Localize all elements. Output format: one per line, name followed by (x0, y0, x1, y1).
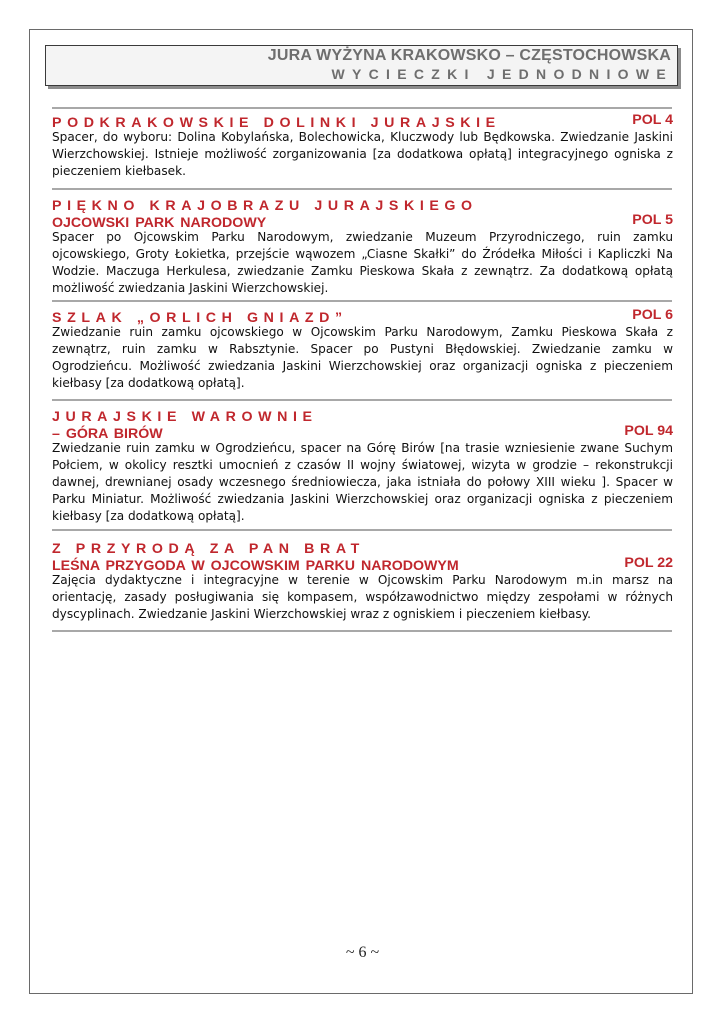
trip-code: POL 5 (632, 212, 673, 228)
trip-subtitle: – GÓRA BIRÓW (52, 426, 163, 442)
divider (52, 630, 672, 632)
trip-description: Spacer, do wyboru: Dolina Kobylańska, Bolechowicka, Kluczwody lub Będkowska. Zwiedzanie Jaskini Wierzchowskiej. Istnieje możliwość zorganizowania [za dodatkowa opłatą] integracyjnego ogniska z pieczeniem kiełbasek. (52, 130, 673, 178)
trip-description: Zwiedzanie ruin zamku w Ogrodzieńcu, spacer na Górę Birów [na trasie wzniesienie zwane Suchym Połciem, w okolicy resztki umocnień z czasów II wojny światowej, wizyta w grodzie – rekonstrukcji dawnej, drewnianej osady wczesnego średniowiecza, jaka istniała do połowy XIII wieku ]. Spacer w Parku Miniatur. Możliwość zwiedzania Jaskini Wierzchowskiej oraz organizacji ogniska z pieczeniem kiełbasy [za dodatkową opłatą]. (52, 441, 673, 523)
divider (52, 107, 672, 109)
trip-title: PODKRAKOWSKIE DOLINKI JURAJSKIE (52, 115, 501, 131)
divider (52, 399, 672, 401)
divider (52, 188, 672, 190)
divider (52, 300, 672, 302)
trip-section (52, 112, 673, 180)
trip-subtitle: LEŚNA PRZYGODA W OJCOWSKIM PARKU NARODOWYM (52, 558, 459, 574)
page-number: ~ 6 ~ (345, 944, 380, 961)
trip-code: POL 4 (632, 112, 673, 128)
divider (52, 529, 672, 531)
trip-description: Zajęcia dydaktyczne i integracyjne w terenie w Ojcowskim Parku Narodowym m.in marsz na orientację, zasady posługiwania się kompasem, współzawodnictwo między zespołami w różnych dyscyplinach. Zwiedzanie Jaskini Wierzchowskiej wraz z ogniskiem i pieczeniem kiełbasy. (52, 573, 673, 621)
trip-code: POL 94 (624, 423, 673, 439)
header-box (45, 45, 678, 86)
trip-section (52, 195, 673, 297)
trip-title: JURAJSKIE WAROWNIE (52, 409, 318, 425)
trip-code: POL 6 (632, 307, 673, 323)
trip-title: SZLAK „ORLICH GNIAZD” (52, 310, 348, 326)
trip-code: POL 22 (624, 555, 673, 571)
header-subtitle: WYCIECZKI JEDNODNIOWE (331, 66, 673, 82)
trip-title: PIĘKNO KRAJOBRAZU JURAJSKIEGO (52, 198, 478, 214)
header-title: JURA WYŻYNA KRAKOWSKO – CZĘSTOCHOWSKA (267, 47, 671, 64)
trip-section (52, 307, 673, 392)
trip-section (52, 538, 673, 623)
trip-title: Z PRZYRODĄ ZA PAN BRAT (52, 541, 365, 557)
trip-description: Zwiedzanie ruin zamku ojcowskiego w Ojcowskim Parku Narodowym, Zamku Pieskowa Skała z zewnątrz, ruin zamku w Rabsztynie. Spacer po Pustyni Błędowskiej. Zwiedzanie zamku w Ogrodzieńcu. Możliwość zwiedzania Jaskini Wierzchowskiej oraz organizacji ogniska z pieczeniem kiełbasy [za dodatkową opłatą]. (52, 325, 673, 390)
trip-description: Spacer po Ojcowskim Parku Narodowym, zwiedzanie Muzeum Przyrodniczego, ruin zamku ojcowskiego, Groty Łokietka, przejście wąwozem „Ciasne Skałki” do Źródełka Miłości i Kapliczki Na Wodzie. Maczuga Herkulesa, zwiedzanie Zamku Pieskowa Skała z zewnątrz. Za dodatkową opłatą możliwość zwiedzania Jaskini Wierzchowskiej. (52, 230, 673, 295)
trip-subtitle: OJCOWSKI PARK NARODOWY (52, 215, 267, 231)
trip-section (52, 406, 673, 525)
